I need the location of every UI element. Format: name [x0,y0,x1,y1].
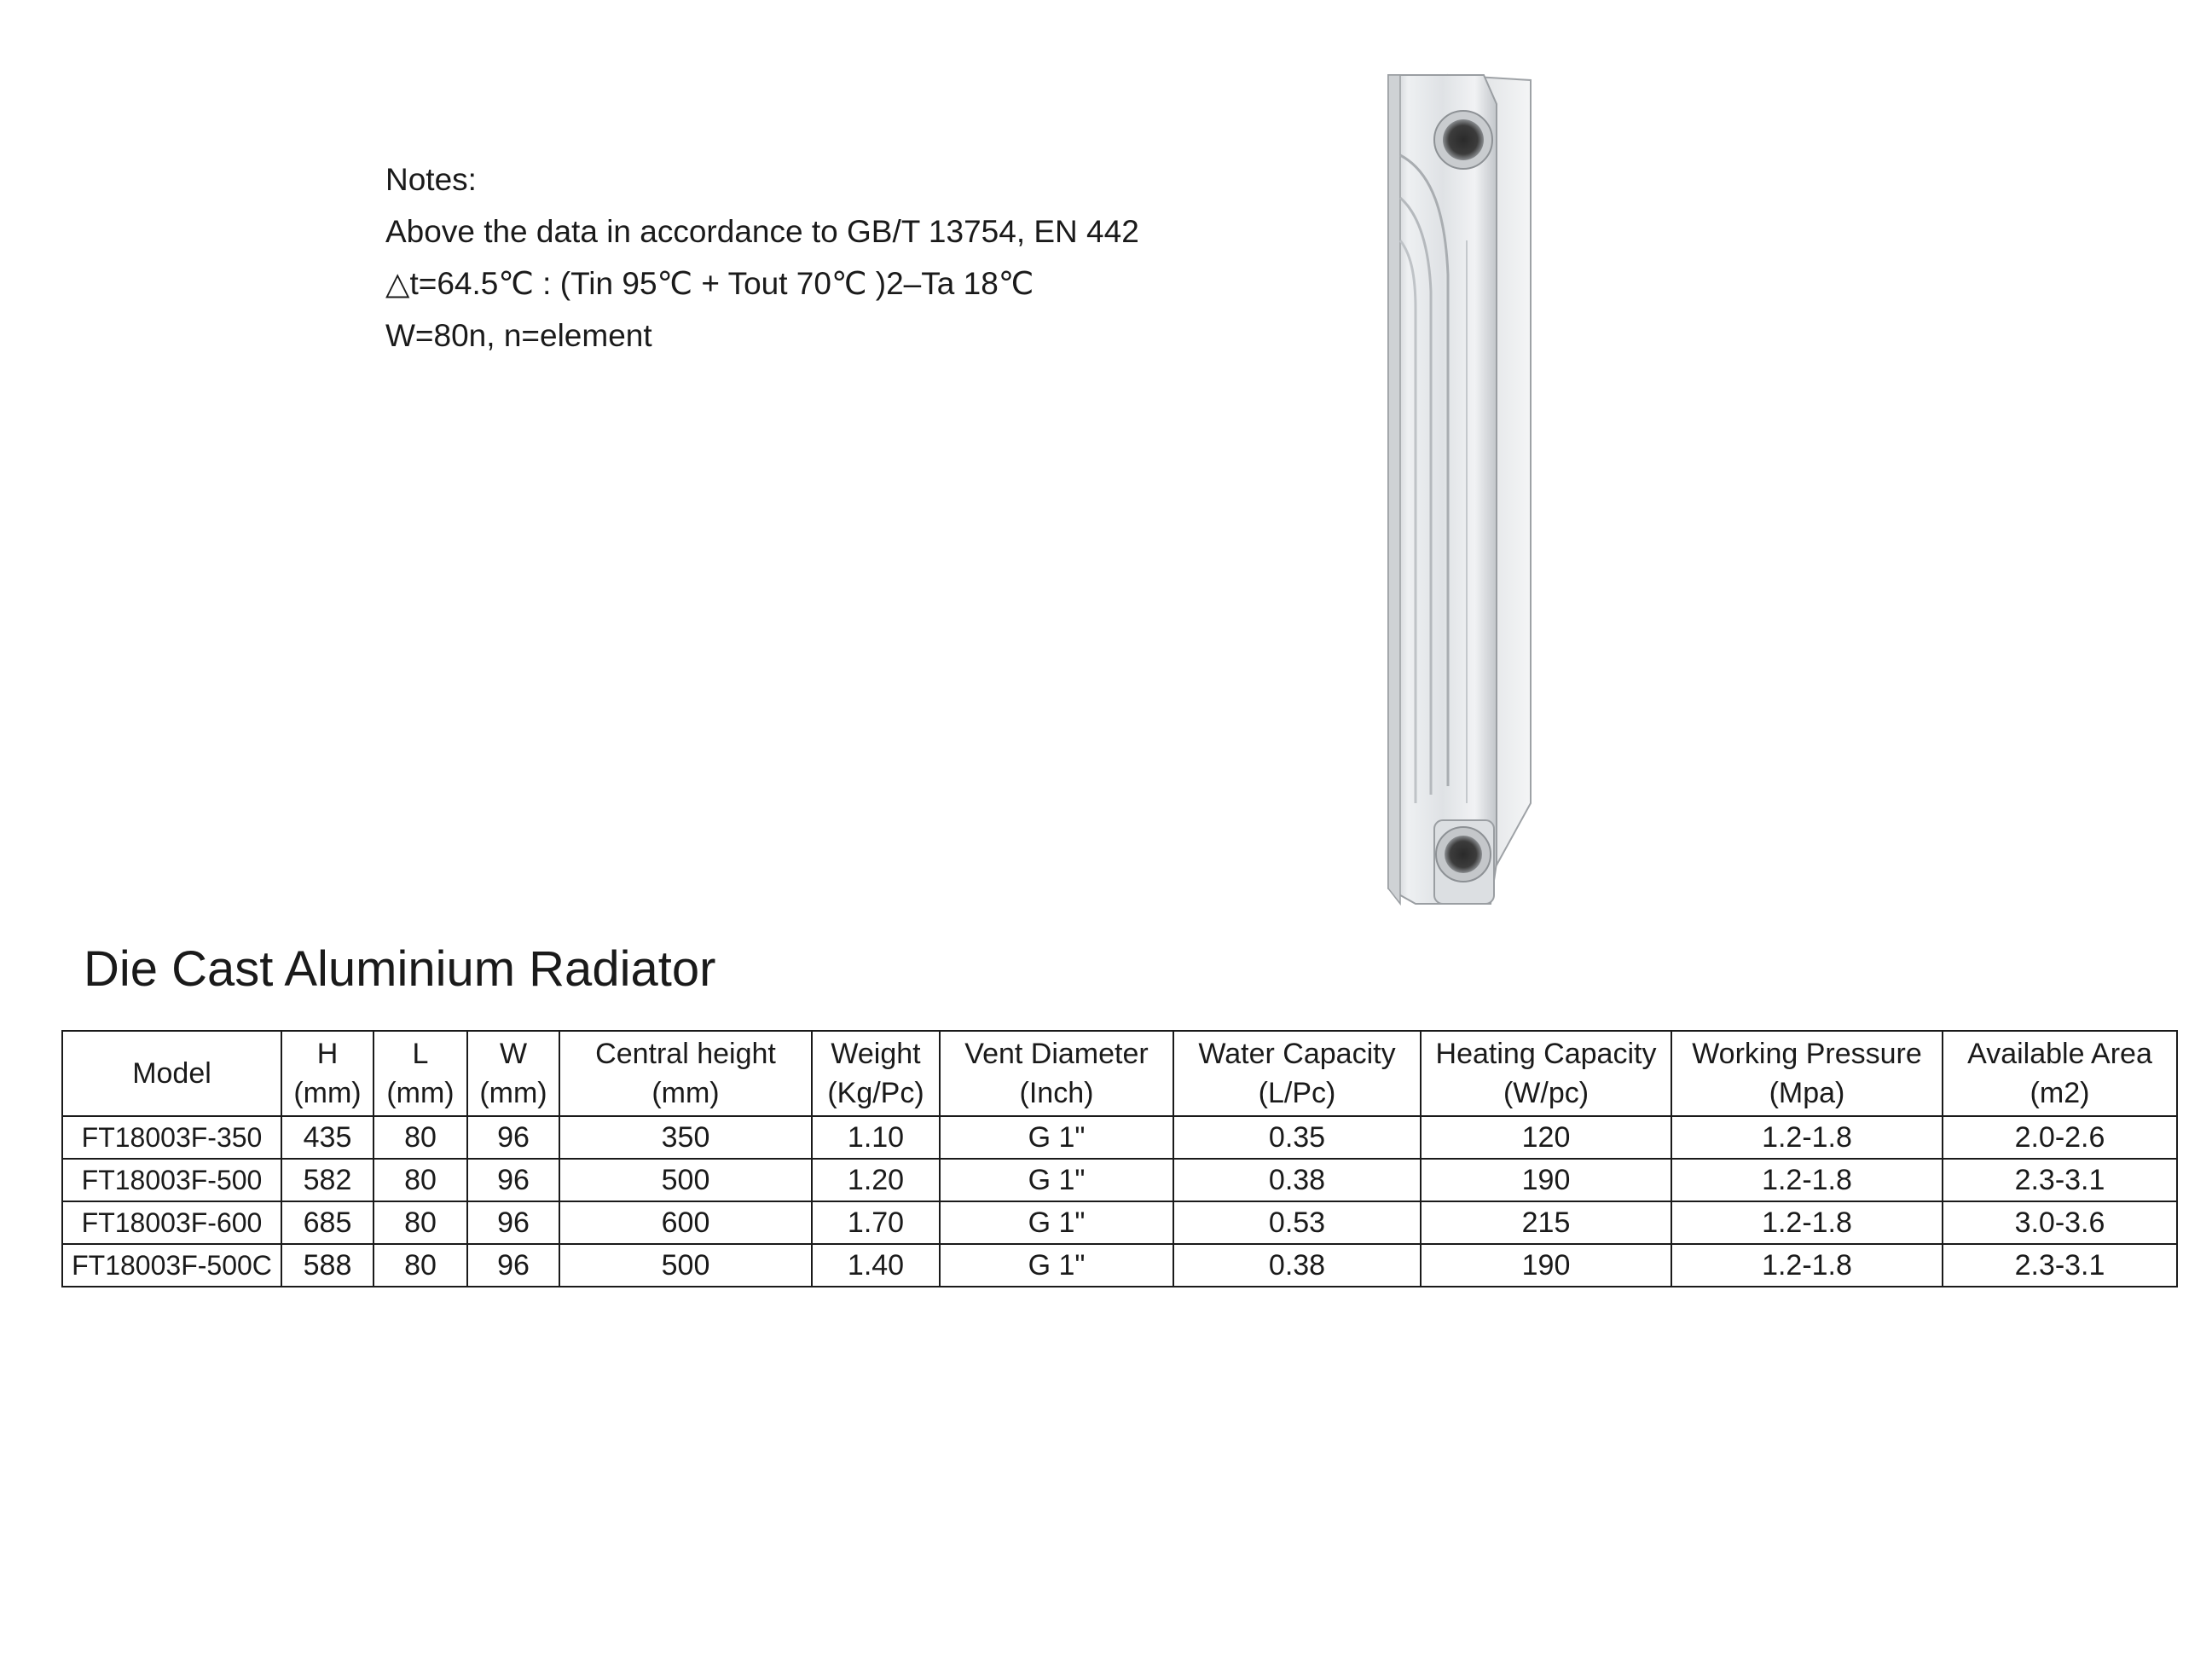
cell-length: 80 [373,1201,467,1244]
cell-central-height: 600 [559,1201,812,1244]
cell-available-area: 2.0-2.6 [1943,1116,2177,1159]
header-heating-capacity: Heating Capacity (W/pc) [1421,1031,1671,1116]
radiator-element-image [1381,70,1543,906]
cell-model: FT18003F-500C [62,1244,281,1287]
cell-central-height: 500 [559,1244,812,1287]
header-available-area: Available Area (m2) [1943,1031,2177,1116]
cell-heating-capacity: 120 [1421,1116,1671,1159]
cell-length: 80 [373,1159,467,1201]
header-working-pressure: Working Pressure (Mpa) [1671,1031,1943,1116]
cell-working-pressure: 1.2-1.8 [1671,1116,1943,1159]
cell-water-capacity: 0.38 [1173,1159,1421,1201]
cell-vent-diameter: G 1" [940,1201,1173,1244]
cell-width: 96 [467,1159,559,1201]
cell-length: 80 [373,1244,467,1287]
header-vent-diameter: Vent Diameter (Inch) [940,1031,1173,1116]
table-row [62,1244,2177,1287]
notes-heading: Notes: [385,162,477,197]
cell-vent-diameter: G 1" [940,1116,1173,1159]
cell-water-capacity: 0.38 [1173,1244,1421,1287]
cell-weight: 1.20 [812,1159,940,1201]
cell-vent-diameter: G 1" [940,1159,1173,1201]
cell-weight: 1.10 [812,1116,940,1159]
cell-model: FT18003F-500 [62,1159,281,1201]
cell-working-pressure: 1.2-1.8 [1671,1159,1943,1201]
cell-available-area: 2.3-3.1 [1943,1244,2177,1287]
notes-line-delta-t: △t=64.5℃ : (Tin 95℃ + Tout 70℃ )2–Ta 18℃ [385,266,1034,301]
header-model: Model [62,1031,281,1116]
header-central-height: Central height (mm) [559,1031,812,1116]
header-height: H (mm) [281,1031,373,1116]
specification-table [61,1030,2178,1287]
cell-central-height: 500 [559,1159,812,1201]
cell-height: 685 [281,1201,373,1244]
cell-width: 96 [467,1116,559,1159]
cell-water-capacity: 0.53 [1173,1201,1421,1244]
header-weight: Weight (Kg/Pc) [812,1031,940,1116]
cell-heating-capacity: 190 [1421,1244,1671,1287]
header-length: L (mm) [373,1031,467,1116]
table-header-row [62,1031,2177,1116]
cell-weight: 1.40 [812,1244,940,1287]
cell-vent-diameter: G 1" [940,1244,1173,1287]
table-row [62,1201,2177,1244]
cell-available-area: 2.3-3.1 [1943,1159,2177,1201]
header-width: W (mm) [467,1031,559,1116]
page-title: Die Cast Aluminium Radiator [84,941,716,997]
notes-line-standard: Above the data in accordance to GB/T 13754, EN 442 [385,214,1139,249]
cell-length: 80 [373,1116,467,1159]
cell-central-height: 350 [559,1116,812,1159]
cell-working-pressure: 1.2-1.8 [1671,1244,1943,1287]
cell-working-pressure: 1.2-1.8 [1671,1201,1943,1244]
cell-height: 582 [281,1159,373,1201]
cell-model: FT18003F-600 [62,1201,281,1244]
notes-block [385,153,1139,362]
cell-height: 435 [281,1116,373,1159]
cell-model: FT18003F-350 [62,1116,281,1159]
cell-water-capacity: 0.35 [1173,1116,1421,1159]
cell-heating-capacity: 215 [1421,1201,1671,1244]
cell-weight: 1.70 [812,1201,940,1244]
header-water-capacity: Water Capacity (L/Pc) [1173,1031,1421,1116]
notes-line-formula: W=80n, n=element [385,318,652,353]
cell-height: 588 [281,1244,373,1287]
table-row [62,1116,2177,1159]
cell-available-area: 3.0-3.6 [1943,1201,2177,1244]
cell-heating-capacity: 190 [1421,1159,1671,1201]
cell-width: 96 [467,1244,559,1287]
cell-width: 96 [467,1201,559,1244]
table-row [62,1159,2177,1201]
